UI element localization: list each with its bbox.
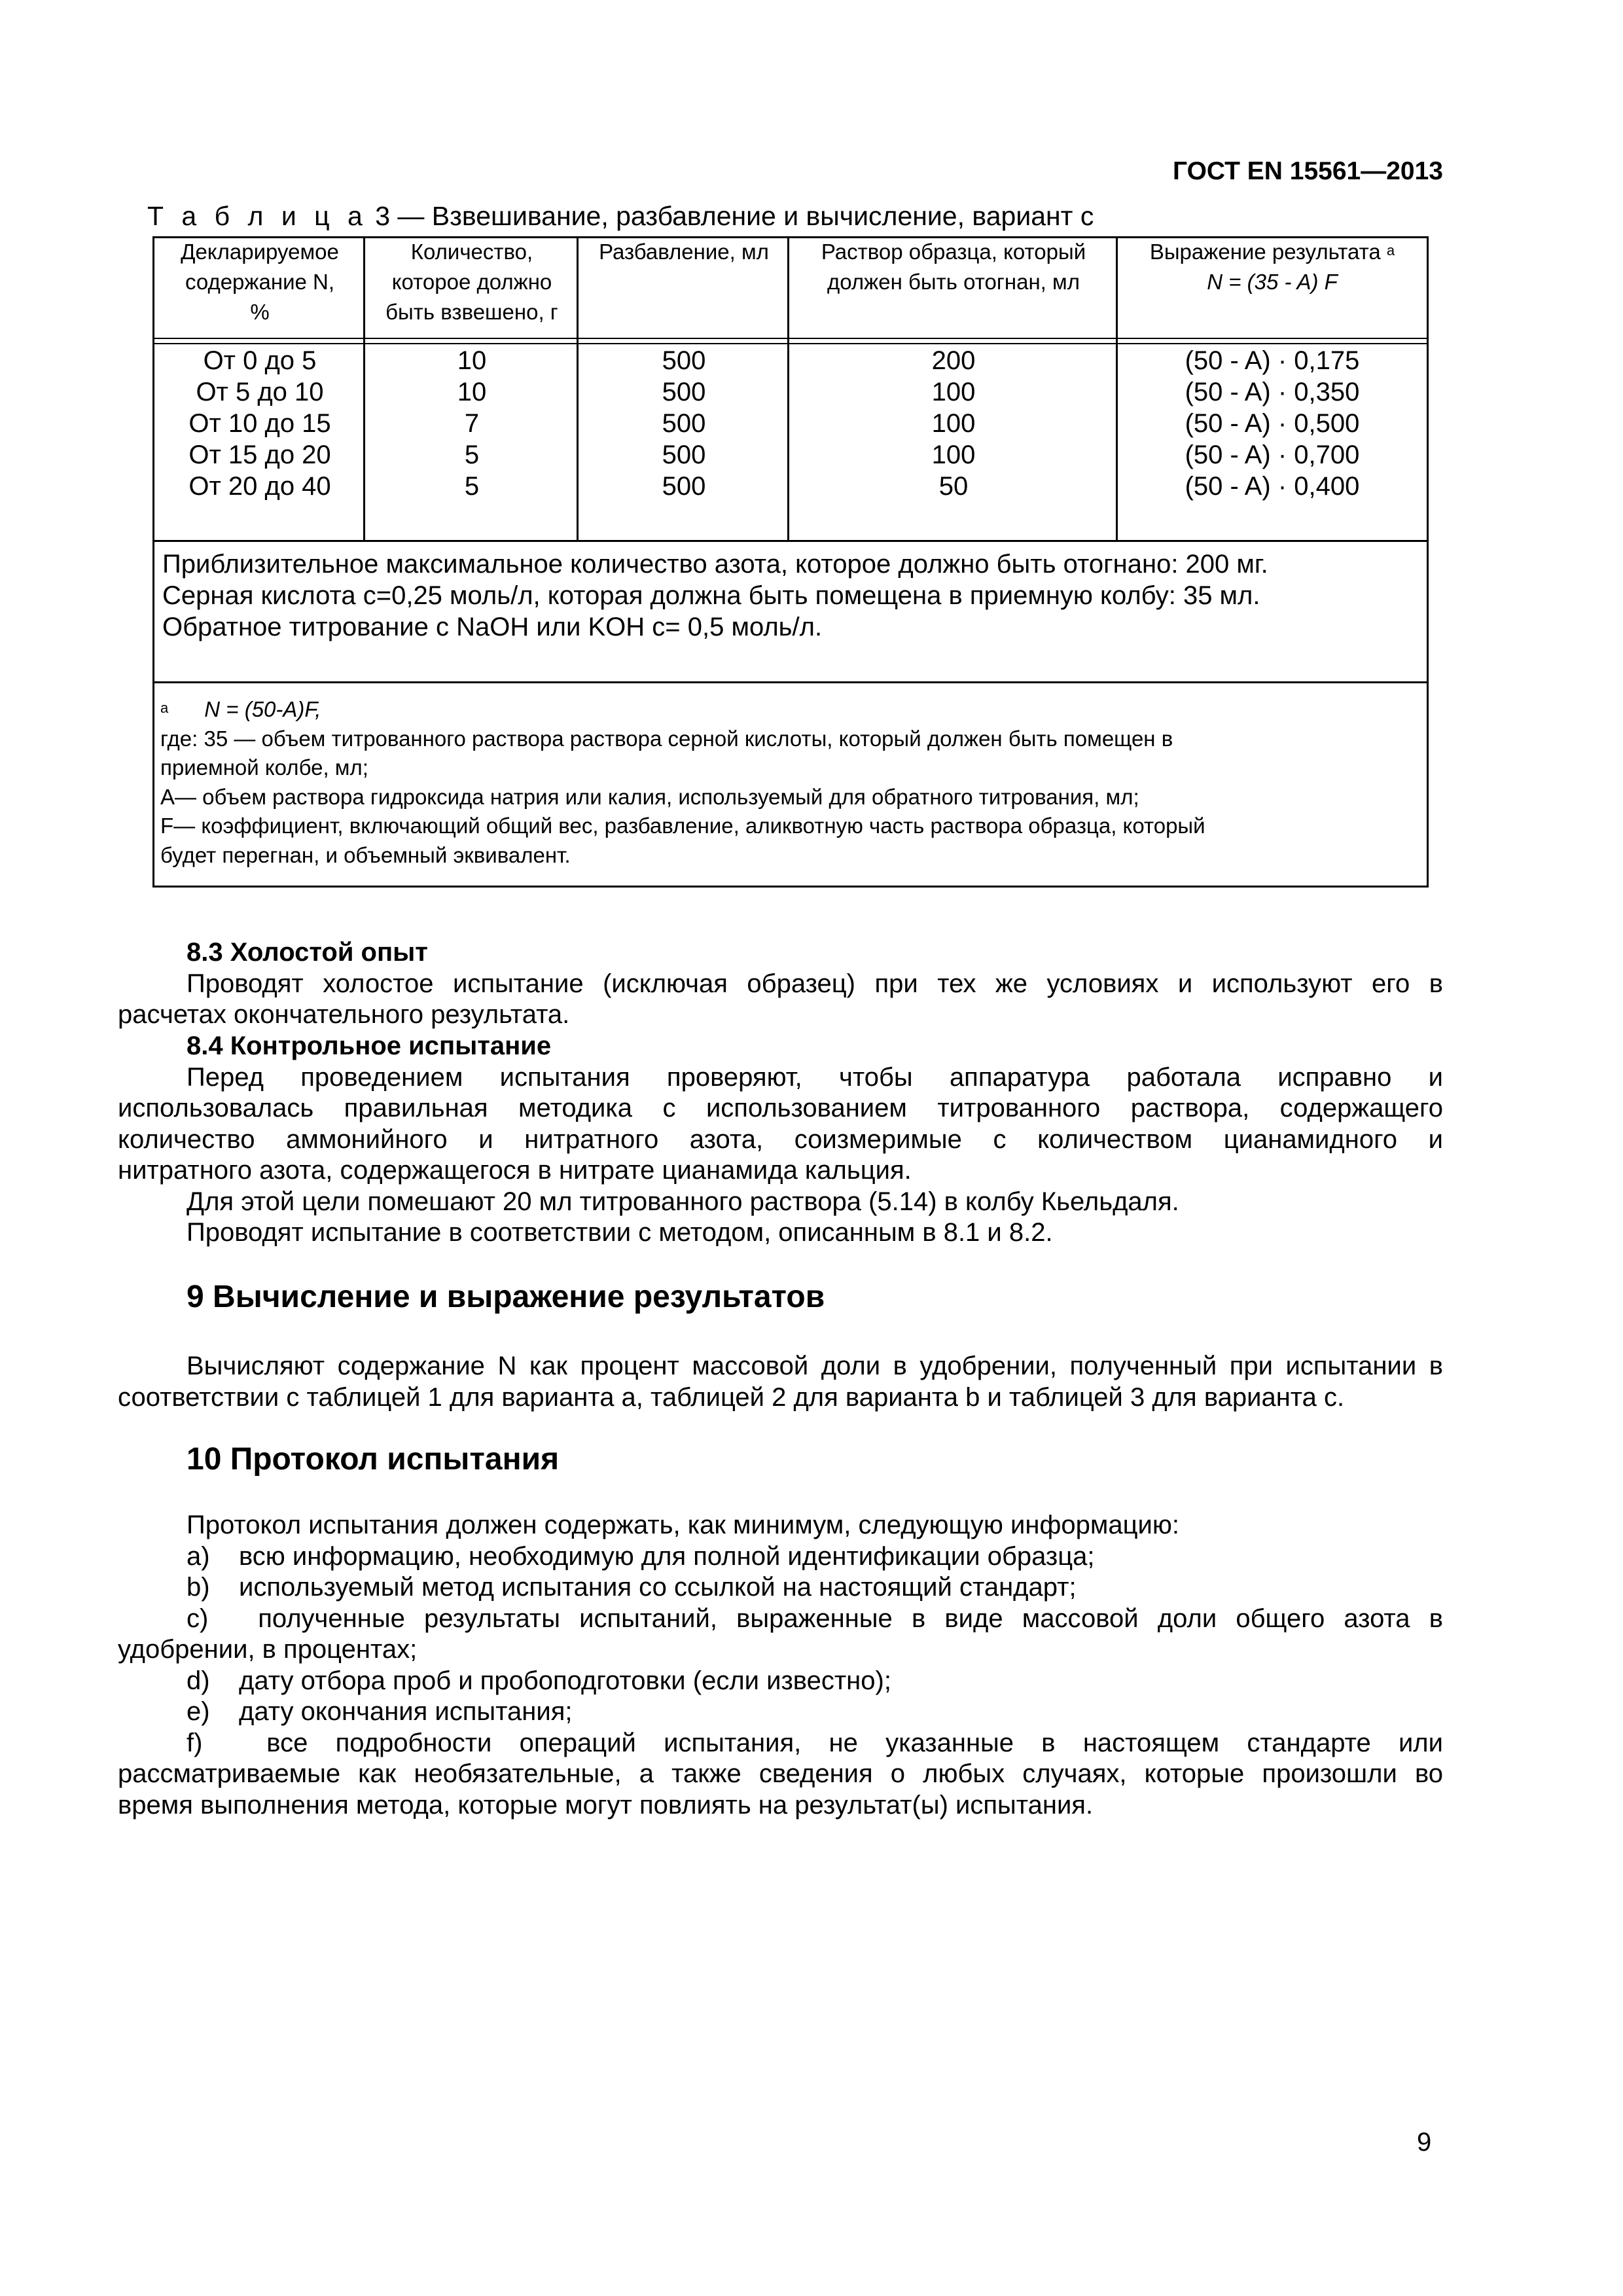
table-border-right bbox=[1427, 236, 1429, 888]
table-cell: От 5 до 10 bbox=[196, 378, 324, 406]
table-footnote bbox=[160, 695, 1417, 870]
table-cell: 500 bbox=[662, 440, 706, 469]
col-sample-solution bbox=[789, 345, 1118, 502]
table-cell: От 10 до 15 bbox=[188, 409, 331, 438]
data-notes-divider bbox=[152, 540, 1429, 542]
section-10-title: 10 Протокол испытания bbox=[187, 1442, 560, 1477]
note-line: Серная кислота c=0,25 моль/л, которая должна быть помещена в приемную колбу: 35 мл. bbox=[162, 581, 1260, 610]
list-item bbox=[118, 1696, 1443, 1728]
header-line: быть взвешено, г bbox=[385, 300, 558, 324]
header-divider bbox=[152, 338, 1429, 339]
footnote-line: будет перегнан, и объемный эквивалент. bbox=[160, 842, 571, 867]
section-title: 8.4 Контрольное испытание bbox=[187, 1031, 552, 1060]
table-cell: 7 bbox=[464, 409, 480, 438]
paragraph-line: Вычисляют содержание N как процент массовой доли в удобрении, полученный при испытании в bbox=[187, 1352, 1443, 1380]
table-cell: 10 bbox=[457, 378, 487, 406]
table-cell: 500 bbox=[662, 409, 706, 438]
standard-designation: ГОСТ EN 15561—2013 bbox=[1172, 157, 1443, 185]
footnote-ref: a bbox=[1386, 242, 1395, 259]
footnote-marker: a bbox=[160, 700, 169, 716]
table-border-bottom bbox=[152, 886, 1429, 888]
section-8-3 bbox=[118, 937, 1443, 1031]
list-item bbox=[118, 1728, 1443, 1759]
list-text: время выполнения метода, которые могут повлиять на результат(ы) испытания. bbox=[118, 1790, 1094, 1820]
paragraph-line: количество аммонийного и нитратного азота, соизмеримые с количеством цианамидного и bbox=[118, 1124, 1443, 1154]
table-notes bbox=[162, 548, 1268, 643]
footnote-formula-line bbox=[160, 695, 1417, 725]
table-cell: (50 - A) · 0,175 bbox=[1185, 346, 1360, 375]
table-cell: (50 - A) · 0,350 bbox=[1185, 378, 1360, 406]
section-9-title: 9 Вычисление и выражение результатов bbox=[187, 1280, 825, 1314]
paragraph-line: использовалась правильная методика с использованием титрованного раствора, содержащего bbox=[118, 1094, 1443, 1122]
table-caption bbox=[147, 200, 1094, 232]
table-cell: 100 bbox=[931, 409, 976, 438]
header-divider-2 bbox=[152, 343, 1429, 344]
note-line: Обратное титрование с NaOH или KOH c= 0,5 моль/л. bbox=[162, 613, 823, 641]
header-line: Выражение результата $^a$ bbox=[1149, 240, 1395, 264]
table-cell: 5 bbox=[464, 472, 480, 501]
header-sample-solution bbox=[789, 237, 1118, 297]
list-label: b) bbox=[187, 1573, 210, 1602]
section-title: 8.3 Холостой опыт bbox=[187, 938, 428, 967]
table-border-left bbox=[152, 236, 154, 888]
paragraph-line: Для этой цели помешают 20 мл титрованного раствора (5.14) в колбу Кьельдаля. bbox=[187, 1187, 1179, 1216]
table-cell: 100 bbox=[931, 378, 976, 406]
header-line: которое должно bbox=[391, 270, 552, 294]
paragraph-line: Проводят холостое испытание (исключая образец) при тех же условиях и используют его в bbox=[187, 969, 1443, 998]
paragraph-line: Перед проведением испытания проверяют, чтобы аппаратура работала исправно и bbox=[187, 1062, 1443, 1092]
table-caption-prefix: Т а б л и ц а bbox=[147, 201, 368, 231]
footnote-line: A— объем раствора гидроксида натрия или калия, используемый для обратного титрования, мл; bbox=[160, 784, 1139, 809]
footnote-line: где: 35 — объем титрованного раствора раствора серной кислоты, который должен быть помещен в bbox=[160, 726, 1173, 751]
paragraph-line: Проводят испытание в соответствии с методом, описанным в 8.1 и 8.2. bbox=[187, 1218, 1053, 1247]
section-10-body bbox=[118, 1510, 1443, 1821]
section-8-4 bbox=[118, 1031, 1443, 1249]
table-cell: 500 bbox=[662, 346, 706, 375]
header-line: Декларируемое bbox=[181, 240, 339, 264]
page-number: 9 bbox=[1417, 2128, 1432, 2157]
list-text: всю информацию, необходимую для полной идентификации образца; bbox=[239, 1541, 1095, 1571]
list-label: d) bbox=[187, 1666, 210, 1695]
list-text: рассматриваемые как необязательные, а также сведения о любых случаях, которые произошли во bbox=[118, 1759, 1443, 1788]
header-line: содержание N, bbox=[185, 270, 335, 294]
table-cell: 50 bbox=[938, 472, 969, 501]
list-text: все подробности операций испытания, не указанные в настоящем стандарте или bbox=[266, 1728, 1443, 1757]
note-line: Приблизительное максимальное количество азота, которое должно быть отогнано: 200 мг. bbox=[162, 550, 1268, 579]
header-declared-content bbox=[154, 237, 365, 327]
footnote-formula: N = (50-A)F, bbox=[204, 697, 321, 721]
table-cell: От 20 до 40 bbox=[188, 472, 331, 501]
list-label: e) bbox=[187, 1697, 210, 1726]
col-quantity bbox=[365, 345, 579, 502]
header-result-expression bbox=[1118, 237, 1427, 297]
header-line: должен быть отогнан, мл bbox=[827, 270, 1080, 294]
table-caption-text: 3 — Взвешивание, разбавление и вычисление, вариант с bbox=[375, 201, 1094, 231]
table-cell: 200 bbox=[931, 346, 976, 375]
list-item bbox=[118, 1572, 1443, 1604]
col-result-expression bbox=[1118, 345, 1427, 502]
table-cell: 100 bbox=[931, 440, 976, 469]
header-formula: N = (35 - A) F bbox=[1207, 270, 1338, 294]
table-cell: 500 bbox=[662, 378, 706, 406]
header-dilution bbox=[579, 237, 789, 267]
list-text: полученные результаты испытаний, выраженные в виде массовой доли общего азота в bbox=[258, 1604, 1443, 1633]
list-label: f) bbox=[187, 1728, 203, 1757]
list-label: a) bbox=[187, 1541, 210, 1571]
list-label: c) bbox=[187, 1604, 209, 1633]
header-quantity bbox=[365, 237, 579, 327]
paragraph-line: расчетах окончательного результата. bbox=[118, 1000, 570, 1029]
header-line: % bbox=[250, 300, 270, 324]
list-item bbox=[118, 1541, 1443, 1573]
paragraph-line: нитратного азота, содержащегося в нитрате цианамида кальция. bbox=[118, 1156, 912, 1185]
footnote-line: приемной колбе, мл; bbox=[160, 755, 368, 780]
notes-footnote-divider bbox=[152, 681, 1429, 683]
list-text: используемый метод испытания со ссылкой на настоящий стандарт; bbox=[239, 1573, 1077, 1602]
list-item bbox=[118, 1666, 1443, 1697]
col-dilution bbox=[579, 345, 789, 502]
list-item bbox=[118, 1604, 1443, 1635]
table-cell: 5 bbox=[464, 440, 480, 469]
table-cell: 10 bbox=[457, 346, 487, 375]
paragraph-line: Протокол испытания должен содержать, как минимум, следующую информацию: bbox=[187, 1511, 1179, 1539]
header-line: Раствор образца, который bbox=[821, 240, 1086, 264]
section-9-body bbox=[118, 1351, 1443, 1413]
table-cell: (50 - A) · 0,700 bbox=[1185, 440, 1360, 469]
table-cell: 500 bbox=[662, 472, 706, 501]
col-declared-content bbox=[154, 345, 365, 502]
table-cell: От 0 до 5 bbox=[203, 346, 317, 375]
table-cell: (50 - A) · 0,400 bbox=[1185, 472, 1360, 501]
list-text: дату отбора проб и пробоподготовки (если известно); bbox=[239, 1666, 891, 1695]
list-text: дату окончания испытания; bbox=[239, 1697, 573, 1726]
table-cell: От 15 до 20 bbox=[188, 440, 331, 469]
footnote-line: F— коэффициент, включающий общий вес, разбавление, аликвотную часть раствора образца, который bbox=[160, 814, 1205, 838]
table-cell: (50 - A) · 0,500 bbox=[1185, 409, 1360, 438]
header-line: Количество, bbox=[410, 240, 533, 264]
header-line: Разбавление, мл bbox=[599, 240, 769, 264]
list-text: удобрении, в процентах; bbox=[118, 1635, 418, 1664]
paragraph-line: соответствии с таблицей 1 для варианта a, таблицей 2 для варианта b и таблицей 3 для варианта c. bbox=[118, 1382, 1345, 1412]
